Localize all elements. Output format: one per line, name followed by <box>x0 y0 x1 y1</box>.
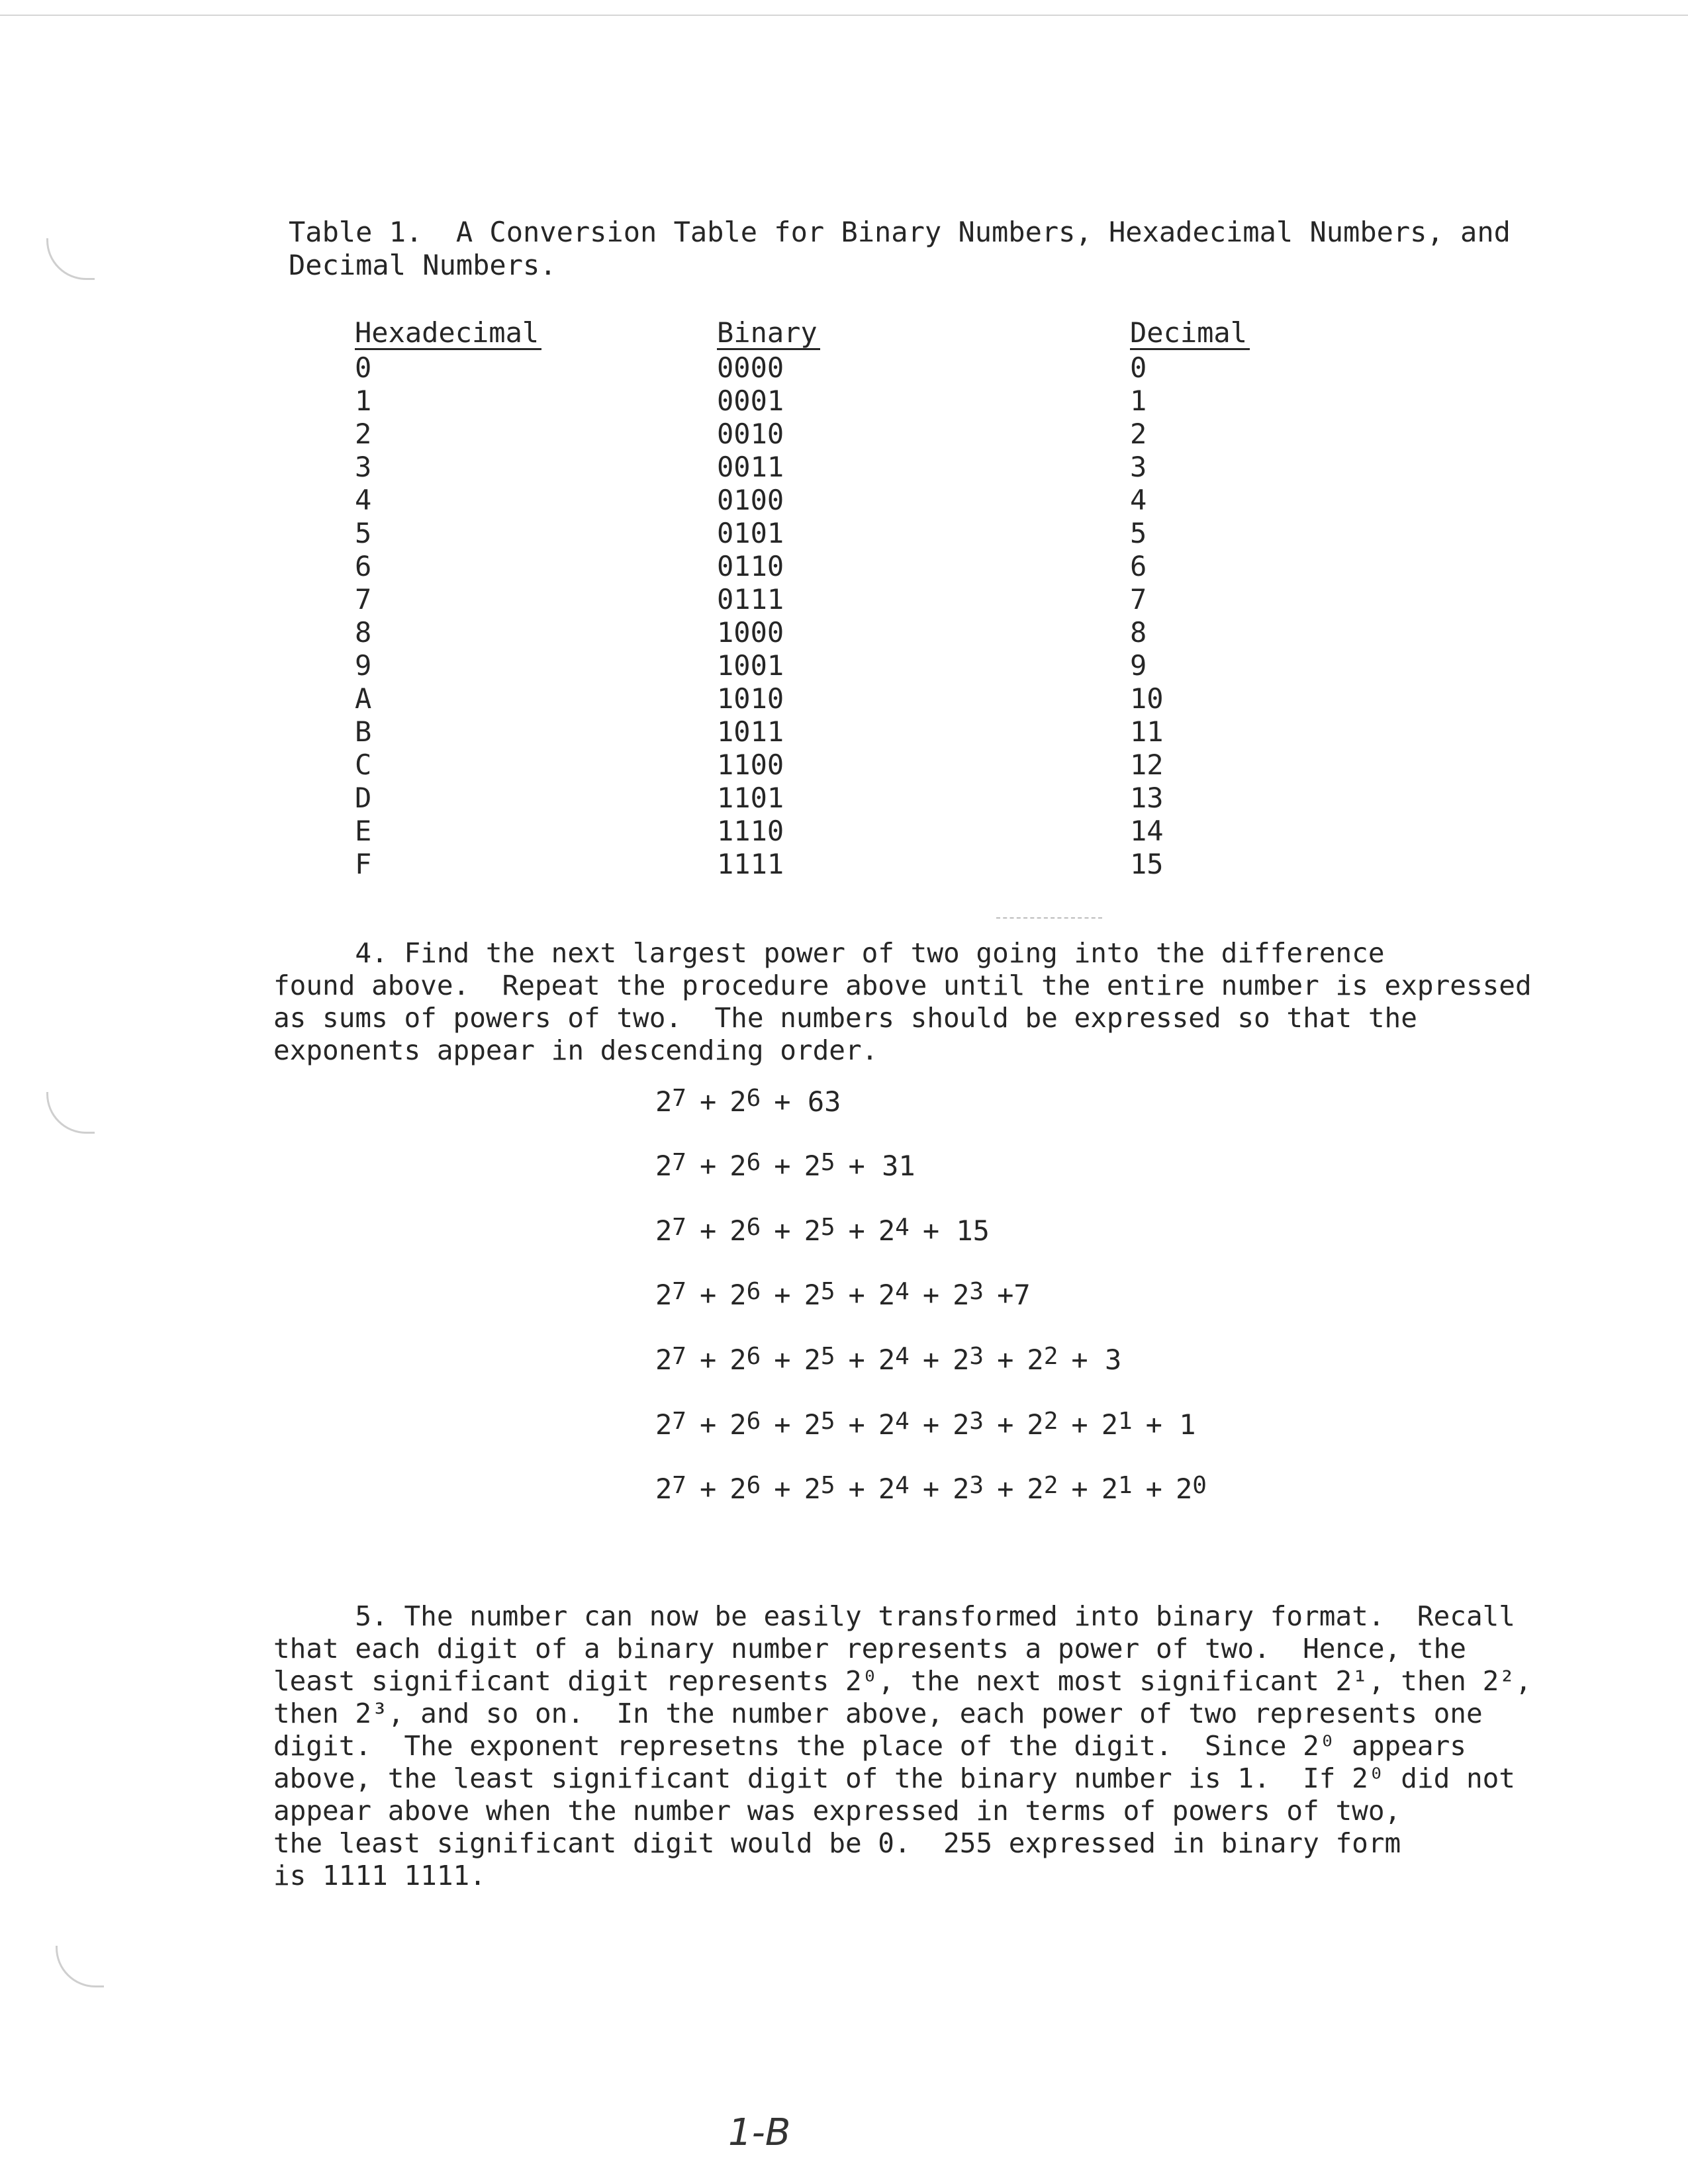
plus-sign: + <box>922 1408 940 1441</box>
binder-hole-mark <box>46 238 95 280</box>
plus-sign: + <box>997 1343 1014 1376</box>
exponent: 7 <box>672 1085 686 1112</box>
decimal-cell: 7 <box>1130 583 1147 615</box>
remainder: + 63 <box>774 1085 841 1118</box>
exponent: 1 <box>1117 1408 1133 1435</box>
plus-sign: + <box>699 1473 717 1505</box>
plus-sign: + <box>774 1214 791 1247</box>
power-term: $2^2$ <box>1027 1472 1058 1505</box>
plus-sign: + <box>774 1343 791 1376</box>
plus-sign: + <box>848 1408 865 1441</box>
binary-cell: 1101 <box>717 782 784 814</box>
power-term: $2^1$ <box>1101 1472 1133 1505</box>
plus-sign: + <box>997 1408 1014 1441</box>
expansion-line <box>655 1214 990 1247</box>
hex-cell: 1 <box>355 385 372 417</box>
exponent: 7 <box>672 1343 686 1370</box>
exponent: 6 <box>746 1408 761 1435</box>
power-term: $2^7$ <box>655 1278 686 1311</box>
plus-sign: + <box>699 1408 717 1441</box>
hex-column <box>355 316 541 881</box>
exponent: 4 <box>895 1408 910 1435</box>
power-term: $2^5$ <box>804 1278 835 1311</box>
paragraph-line: is 1111 1111. <box>273 1860 486 1891</box>
exponent: 5 <box>820 1278 835 1305</box>
exponent: 3 <box>969 1343 984 1370</box>
remainder: +7 <box>997 1279 1031 1311</box>
exponent: 6 <box>746 1149 761 1176</box>
paragraph-line: 4. Find the next largest power of two going into the difference <box>273 937 1385 969</box>
exponent: 5 <box>820 1343 835 1370</box>
decimal-cell: 6 <box>1130 550 1147 582</box>
paragraph-line: the least significant digit would be 0. 255 expressed in binary form <box>273 1827 1401 1859</box>
decimal-cell: 12 <box>1130 749 1164 781</box>
expansion-line <box>655 1472 1207 1505</box>
power-term: $2^4$ <box>878 1408 910 1441</box>
power-term: $2^4$ <box>878 1472 910 1505</box>
binary-cell: 1010 <box>717 682 784 715</box>
paragraph-line: that each digit of a binary number represents a power of two. Hence, the <box>273 1633 1466 1664</box>
hex-cell: 0 <box>355 351 372 384</box>
binary-cell: 0110 <box>717 550 784 582</box>
decimal-cell: 3 <box>1130 451 1147 483</box>
plus-sign: + <box>1145 1473 1162 1505</box>
plus-sign: + <box>848 1279 865 1311</box>
binary-cell: 1111 <box>717 848 784 880</box>
paragraph-line: exponents appear in descending order. <box>273 1034 878 1066</box>
exponent: 4 <box>895 1343 910 1370</box>
paragraph-line: appear above when the number was expressed in terms of powers of two, <box>273 1795 1401 1827</box>
exponent: 0 <box>1192 1472 1207 1499</box>
remainder: + 31 <box>848 1150 915 1182</box>
plus-sign: + <box>699 1150 717 1182</box>
decimal-cell: 2 <box>1130 418 1147 450</box>
exponent: 7 <box>672 1472 686 1499</box>
binary-column <box>717 316 820 881</box>
hex-cell: 5 <box>355 517 372 549</box>
binary-cell: 0111 <box>717 583 784 615</box>
decimal-cell: 4 <box>1130 484 1147 516</box>
power-term: $2^6$ <box>729 1085 761 1118</box>
decimal-column <box>1130 316 1250 881</box>
exponent: 3 <box>969 1472 984 1499</box>
power-term: $2^7$ <box>655 1472 686 1505</box>
power-term: $2^7$ <box>655 1343 686 1376</box>
exponent: 5 <box>820 1472 835 1499</box>
binary-cell: 0011 <box>717 451 784 483</box>
hex-cell: A <box>355 682 372 715</box>
hex-cell: 4 <box>355 484 372 516</box>
exponent: 6 <box>746 1472 761 1499</box>
binary-cell: 0010 <box>717 418 784 450</box>
power-term: $2^3$ <box>953 1278 984 1311</box>
power-term: $2^7$ <box>655 1214 686 1247</box>
remainder: + 3 <box>1071 1343 1122 1376</box>
plus-sign: + <box>1071 1473 1088 1505</box>
plus-sign: + <box>997 1473 1014 1505</box>
power-term: $2^6$ <box>729 1214 761 1247</box>
power-term: $2^7$ <box>655 1085 686 1118</box>
hex-cell: C <box>355 749 372 781</box>
paragraph-line: as sums of powers of two. The numbers should be expressed so that the <box>273 1002 1417 1034</box>
hex-cell: 2 <box>355 418 372 450</box>
exponent: 4 <box>895 1214 910 1241</box>
exponent: 6 <box>746 1214 761 1241</box>
decimal-cell: 15 <box>1130 848 1164 880</box>
hex-cell: E <box>355 815 372 847</box>
expansion-line <box>655 1149 915 1182</box>
decimal-cell: 5 <box>1130 517 1147 549</box>
power-term: $2^6$ <box>729 1278 761 1311</box>
decimal-cell: 10 <box>1130 682 1164 715</box>
paragraph-line: 5. The number can now be easily transformed into binary format. Recall <box>273 1600 1515 1632</box>
power-term: $2^7$ <box>655 1408 686 1441</box>
binder-hole-mark <box>56 1946 104 1987</box>
exponent: 6 <box>746 1278 761 1305</box>
plus-sign: + <box>922 1343 940 1376</box>
exponent: 6 <box>746 1343 761 1370</box>
plus-sign: + <box>774 1279 791 1311</box>
binary-column-header: Binary <box>717 318 820 350</box>
caption-line: Decimal Numbers. <box>289 249 557 281</box>
plus-sign: + <box>922 1279 940 1311</box>
exponent: 5 <box>820 1149 835 1176</box>
expansion-line <box>655 1408 1196 1441</box>
hex-cell: 3 <box>355 451 372 483</box>
binary-cell: 0100 <box>717 484 784 516</box>
plus-sign: + <box>699 1343 717 1376</box>
plus-sign: + <box>774 1150 791 1182</box>
power-term: $2^7$ <box>655 1149 686 1182</box>
power-term: $2^2$ <box>1027 1343 1058 1376</box>
exponent: 1 <box>1117 1472 1133 1499</box>
power-term: $2^6$ <box>729 1472 761 1505</box>
exponent: 2 <box>1043 1343 1058 1370</box>
decimal-cell: 9 <box>1130 649 1147 682</box>
power-term: $2^6$ <box>729 1343 761 1376</box>
paragraph-line: least significant digit represents 2⁰, the next most significant 2¹, then 2², <box>273 1665 1532 1697</box>
table-caption <box>289 216 1546 282</box>
hex-column-header: Hexadecimal <box>355 318 541 350</box>
power-term: $2^1$ <box>1101 1408 1133 1441</box>
power-term: $2^5$ <box>804 1214 835 1247</box>
exponent: 2 <box>1043 1472 1058 1499</box>
exponent: 3 <box>969 1408 984 1435</box>
exponent: 4 <box>895 1472 910 1499</box>
expansion-line <box>655 1085 841 1118</box>
power-term: $2^4$ <box>878 1278 910 1311</box>
power-term: $2^6$ <box>729 1149 761 1182</box>
plus-sign: + <box>699 1279 717 1311</box>
exponent: 7 <box>672 1214 686 1241</box>
plus-sign: + <box>848 1343 865 1376</box>
binary-cell: 1011 <box>717 715 784 748</box>
paragraph-line: digit. The exponent represetns the place of the digit. Since 2⁰ appears <box>273 1730 1466 1762</box>
decimal-cell: 13 <box>1130 782 1164 814</box>
binary-cell: 1000 <box>717 616 784 649</box>
page-number: 1-B <box>728 2111 791 2154</box>
power-term: $2^0$ <box>1175 1472 1207 1505</box>
scan-top-edge <box>0 15 1688 16</box>
exponent: 5 <box>820 1408 835 1435</box>
binary-cell: 1110 <box>717 815 784 847</box>
plus-sign: + <box>848 1214 865 1247</box>
binary-cell: 1100 <box>717 749 784 781</box>
binary-cell: 0101 <box>717 517 784 549</box>
hex-cell: 7 <box>355 583 372 615</box>
remainder: + 15 <box>922 1214 990 1247</box>
hex-cell: D <box>355 782 372 814</box>
plus-sign: + <box>1071 1408 1088 1441</box>
step-5-paragraph <box>273 1600 1571 1892</box>
decimal-cell: 8 <box>1130 616 1147 649</box>
power-term: $2^4$ <box>878 1343 910 1376</box>
exponent: 4 <box>895 1278 910 1305</box>
exponent: 7 <box>672 1149 686 1176</box>
expansion-line <box>655 1343 1122 1376</box>
exponent: 7 <box>672 1408 686 1435</box>
exponent: 7 <box>672 1278 686 1305</box>
paragraph-line: then 2³, and so on. In the number above, each power of two represents one <box>273 1698 1483 1729</box>
hex-cell: 6 <box>355 550 372 582</box>
hex-cell: 9 <box>355 649 372 682</box>
hex-cell: F <box>355 848 372 880</box>
decimal-column-header: Decimal <box>1130 318 1250 350</box>
binary-cell: 0000 <box>717 351 784 384</box>
power-term: $2^6$ <box>729 1408 761 1441</box>
power-term: $2^2$ <box>1027 1408 1058 1441</box>
step-4-paragraph <box>273 937 1571 1067</box>
power-term: $2^5$ <box>804 1149 835 1182</box>
remainder: + 1 <box>1145 1408 1196 1441</box>
power-term: $2^5$ <box>804 1343 835 1376</box>
plus-sign: + <box>774 1473 791 1505</box>
binary-cell: 1001 <box>717 649 784 682</box>
decimal-cell: 1 <box>1130 385 1147 417</box>
exponent: 6 <box>746 1085 761 1112</box>
hex-cell: 8 <box>355 616 372 649</box>
paragraph-line: above, the least significant digit of the binary number is 1. If 2⁰ did not <box>273 1762 1515 1794</box>
decimal-cell: 0 <box>1130 351 1147 384</box>
power-term: $2^4$ <box>878 1214 910 1247</box>
plus-sign: + <box>922 1473 940 1505</box>
power-term: $2^3$ <box>953 1343 984 1376</box>
hex-cell: B <box>355 715 372 748</box>
power-term: $2^3$ <box>953 1408 984 1441</box>
exponent: 3 <box>969 1278 984 1305</box>
binder-hole-mark <box>46 1092 95 1134</box>
paragraph-line: found above. Repeat the procedure above until the entire number is expressed <box>273 970 1532 1001</box>
plus-sign: + <box>774 1408 791 1441</box>
decimal-cell: 11 <box>1130 715 1164 748</box>
caption-line: Table 1. A Conversion Table for Binary Numbers, Hexadecimal Numbers, and <box>289 216 1511 248</box>
exponent: 5 <box>820 1214 835 1241</box>
binary-cell: 0001 <box>717 385 784 417</box>
plus-sign: + <box>848 1473 865 1505</box>
scan-mark <box>996 917 1102 920</box>
exponent: 2 <box>1043 1408 1058 1435</box>
power-term: $2^5$ <box>804 1472 835 1505</box>
decimal-cell: 14 <box>1130 815 1164 847</box>
power-term: $2^5$ <box>804 1408 835 1441</box>
power-term: $2^3$ <box>953 1472 984 1505</box>
plus-sign: + <box>699 1214 717 1247</box>
expansion-line <box>655 1278 1031 1311</box>
plus-sign: + <box>699 1085 717 1118</box>
